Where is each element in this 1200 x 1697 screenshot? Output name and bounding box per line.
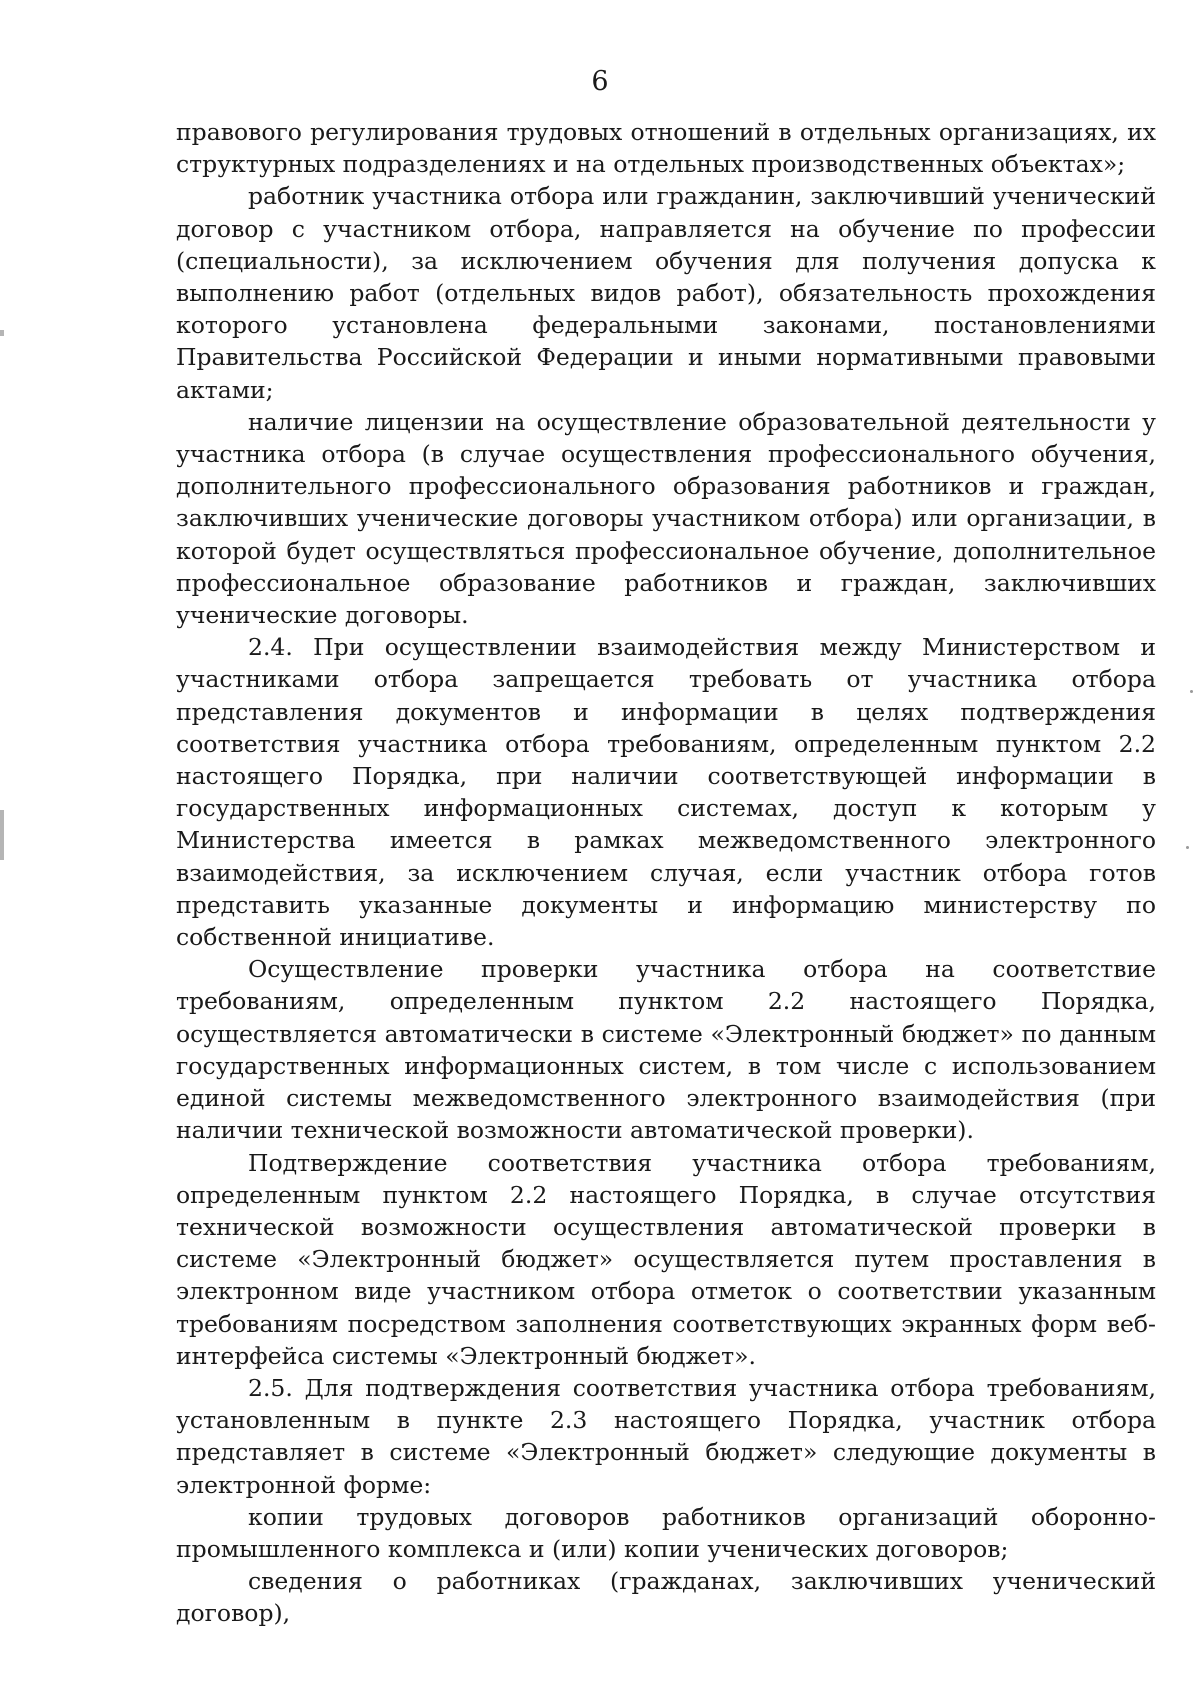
- scan-dot-mark: [1190, 690, 1193, 693]
- paragraph-continuation: правового регулирования трудовых отношений в отдельных организациях, их структурных подразделениях и на отдельных производственных объектах»;: [176, 118, 1156, 179]
- paragraph: копии трудовых договоров работников организаций оборонно-промышленного комплекса и (или) копии ученических договоров;: [176, 1502, 1156, 1563]
- paragraph: Подтверждение соответствия участника отбора требованиям, определенным пунктом 2.2 настоящего Порядка, в случае отсутствия технической возможности осуществления автоматической проверки в системе «Электронный бюджет» осуществляется путем проставления в электронном виде участником отбора отметок о соответствии указанным требованиям посредством заполнения соответствующих экранных форм веб-интерфейса системы «Электронный бюджет».: [176, 1148, 1156, 1370]
- page-number: 6: [591, 66, 609, 97]
- document-body: [176, 116, 1156, 1630]
- paragraph-clause-2-4: 2.4. При осуществлении взаимодействия между Министерством и участниками отбора запрещается требовать от участника отбора представления документов и информации в целях подтверждения соответствия участника отбора требованиям, определенным пунктом 2.2 настоящего Порядка, при наличии соответствующей информации в государственных информационных системах, доступ к которым у Министерства имеется в рамках межведомственного электронного взаимодействия, за исключением случая, если участник отбора готов представить указанные документы и информацию министерству по собственной инициативе.: [176, 633, 1156, 952]
- paragraph: работник участника отбора или гражданин, заключивший ученический договор с участником отбора, направляется на обучение по профессии (специальности), за исключением обучения для получения допуска к выполнению работ (отдельных видов работ), обязательность прохождения которого установлена федеральными законами, постановлениями Правительства Российской Федерации и иными нормативными правовыми актами;: [176, 182, 1156, 404]
- paragraph: Осуществление проверки участника отбора на соответствие требованиям, определенным пунктом 2.2 настоящего Порядка, осуществляется автоматически в системе «Электронный бюджет» по данным государственных информационных систем, в том числе с использованием единой системы межведомственного электронного взаимодействия (при наличии технической возможности автоматической проверки).: [176, 955, 1156, 1145]
- paragraph-clause-2-5: 2.5. Для подтверждения соответствия участника отбора требованиям, установленным в пункте 2.3 настоящего Порядка, участник отбора представляет в системе «Электронный бюджет» следующие документы в электронной форме:: [176, 1373, 1156, 1499]
- paragraph: сведения о работниках (гражданах, заключивших ученический договор),: [176, 1567, 1156, 1628]
- scan-edge-mark: [0, 810, 4, 860]
- scan-edge-mark: [0, 330, 4, 336]
- paragraph: наличие лицензии на осуществление образовательной деятельности у участника отбора (в случае осуществления профессионального обучения, дополнительного профессионального образования работников и граждан, заключивших ученические договоры участником отбора) или организации, в которой будет осуществляться профессиональное обучение, дополнительное профессиональное образование работников и граждан, заключивших ученические договоры.: [176, 407, 1156, 630]
- scan-dot-mark: [1186, 846, 1189, 849]
